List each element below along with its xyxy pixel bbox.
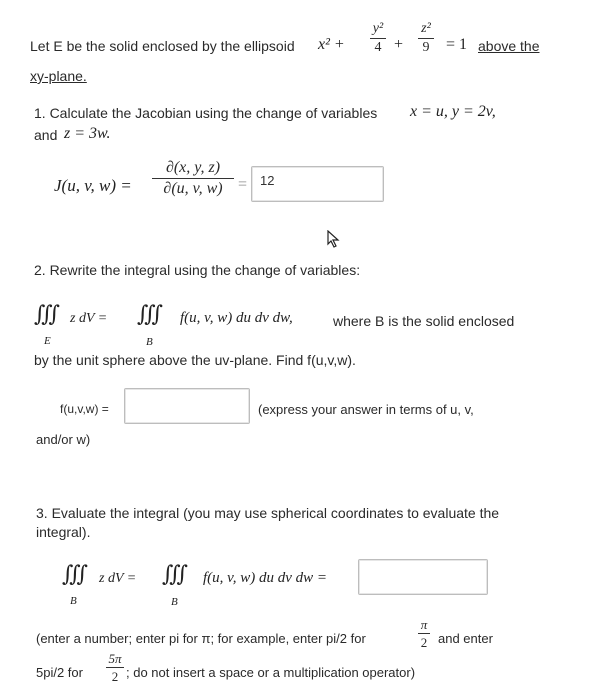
q3-sub-left: B — [70, 595, 77, 607]
q3-sub-right: B — [171, 596, 178, 608]
q3-text1: 3. Evaluate the integral (you may use spherical coordinates to evaluate the — [36, 505, 500, 521]
pi-over-2-fraction: π 2 — [418, 618, 430, 649]
five-pi-over-2-fraction: 5π 2 — [106, 652, 124, 683]
q1-and: and — [34, 127, 58, 143]
q1-z-var: z = 3w. — [64, 125, 111, 142]
q3-integrand-left: z dV = — [99, 571, 137, 586]
q3-note1: (enter a number; enter pi for π; for example, enter pi/2 for — [36, 631, 366, 646]
jacobian-lhs: J(u, v, w) = — [54, 176, 132, 195]
q3-text2: integral). — [36, 524, 91, 540]
q1-text: 1. Calculate the Jacobian using the change of variables — [34, 105, 378, 121]
q2-sub-right: B — [146, 336, 153, 348]
q3-triple-integral-right: ∭ — [162, 562, 182, 587]
triple-integral-right: ∭ — [137, 302, 157, 327]
jacobian-fraction: ∂(x, y, z) ∂(u, v, w) — [152, 160, 234, 197]
q2-sub-left: E — [44, 335, 51, 347]
equals-one: = 1 — [446, 36, 468, 53]
xy-plane-text: xy-plane. — [30, 68, 87, 84]
q3-triple-integral-left: ∭ — [62, 562, 82, 587]
plus-sign: + — [394, 36, 404, 53]
mouse-cursor-icon — [326, 230, 340, 248]
q2-integrand-right: f(u, v, w) du dv dw, — [180, 310, 293, 326]
q3-note2-end: ; do not insert a space or a multiplication operator) — [126, 665, 416, 680]
q2-line2: by the unit sphere above the uv-plane. Find f(u,v,w). — [34, 352, 356, 368]
x-squared: x² + — [318, 36, 345, 53]
q1-vars: x = u, y = 2v, — [410, 103, 496, 120]
jacobian-answer-input[interactable]: 12 — [251, 166, 384, 202]
y-fraction: y² 4 — [370, 22, 386, 55]
q2-text: 2. Rewrite the integral using the change of variables: — [34, 262, 361, 278]
f-answer-input[interactable] — [124, 388, 250, 424]
f-label: f(u,v,w) = — [60, 402, 109, 416]
integral-answer-input[interactable] — [358, 559, 488, 595]
q3-note2-start: 5pi/2 for — [36, 665, 83, 680]
q2-hint2: and/or w) — [36, 432, 91, 447]
q2-integrand-left: z dV = — [70, 311, 108, 326]
triple-integral-left: ∭ — [34, 302, 54, 327]
jacobian-equals: = — [238, 176, 248, 193]
q3-integrand-right: f(u, v, w) du dv dw = — [203, 570, 327, 586]
q2-hint: (express your answer in terms of u, v, — [258, 402, 474, 417]
above-the-link: above the — [478, 38, 540, 54]
z-fraction: z² 9 — [418, 22, 434, 55]
intro-text: Let E be the solid enclosed by the ellipsoid — [30, 38, 295, 54]
q2-where-text: where B is the solid enclosed — [333, 313, 515, 329]
q3-note1-end: and enter — [438, 631, 493, 646]
